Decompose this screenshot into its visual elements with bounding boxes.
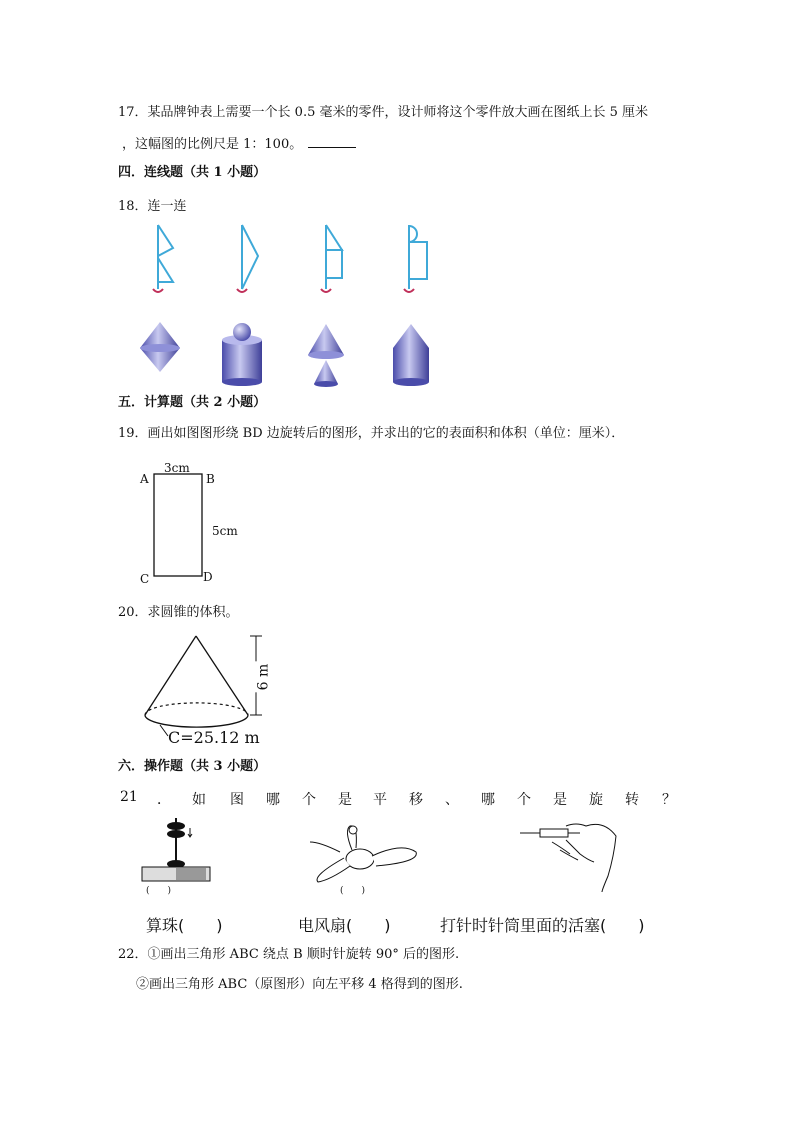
label-c: C bbox=[140, 572, 150, 586]
q21-char: 个 bbox=[302, 792, 316, 808]
electric-fan-icon bbox=[310, 826, 416, 882]
q21-char: 是 bbox=[553, 792, 567, 808]
q21-char: 平 bbox=[373, 792, 387, 808]
q21-char: ． bbox=[157, 792, 171, 808]
q18-text: 18．连一连 bbox=[118, 199, 187, 214]
q21-char: 个 bbox=[517, 792, 531, 808]
fan-answer-label[interactable]: 电风扇( ) bbox=[298, 916, 391, 935]
q21-char: ？ bbox=[662, 792, 676, 808]
q19-text: 19．画出如图图形绕 BD 边旋转后的图形，并求出的它的表面积和体积（单位：厘米）． bbox=[118, 426, 625, 441]
q21-char: 哪 bbox=[266, 792, 280, 808]
q17-line1: 17．某品牌钟表上需要一个长 0.5 毫米的零件，设计师将这个零件放大画在图纸上长 5 厘米 bbox=[118, 105, 649, 120]
q21-char: 是 bbox=[338, 792, 352, 808]
section-6-heading: 六．操作题（共 3 小题） bbox=[118, 759, 267, 774]
syringe-hand-icon bbox=[520, 824, 616, 892]
q21-char: 如 bbox=[192, 792, 206, 808]
abacus-bead-icon bbox=[142, 818, 210, 881]
label-width: 3cm bbox=[164, 461, 190, 475]
label-d: D bbox=[203, 570, 213, 584]
label-height: 5cm bbox=[212, 524, 238, 538]
section-4-heading: 四．连线题（共 1 小题） bbox=[118, 165, 267, 180]
q21-char: 哪 bbox=[481, 792, 495, 808]
q21-char: 图 bbox=[230, 792, 244, 808]
q21-char: 转 bbox=[625, 792, 639, 808]
abacus-answer-label[interactable]: 算珠( ) bbox=[146, 916, 223, 935]
q21-char: 旋 bbox=[589, 792, 603, 808]
fan-small-paren: ( ) bbox=[340, 886, 366, 896]
syringe-answer-label[interactable]: 打针时针筒里面的活塞( ) bbox=[440, 916, 645, 935]
cone-height-label: 6 m bbox=[255, 663, 272, 691]
section-5-heading: 五．计算题（共 2 小题） bbox=[118, 395, 267, 410]
cone-circumference-label: C=25.12 m bbox=[168, 728, 260, 747]
q22-line2: ②画出三角形 ABC（原图形）向左平移 4 格得到的图形. bbox=[136, 977, 463, 992]
label-b: B bbox=[206, 472, 215, 486]
q21-char: 移 bbox=[409, 792, 423, 808]
q20-text: 20．求圆锥的体积。 bbox=[118, 605, 239, 620]
abacus-small-paren: ( ) bbox=[146, 886, 172, 896]
q21-char: 、 bbox=[445, 792, 459, 808]
q17-line2-text: ，这幅图的比例尺是 1：100。 bbox=[122, 137, 303, 152]
q21-char: 21 bbox=[120, 789, 138, 805]
q22-line1: 22．①画出三角形 ABC 绕点 B 顺时针旋转 90° 后的图形. bbox=[118, 947, 460, 962]
label-a: A bbox=[140, 472, 149, 486]
